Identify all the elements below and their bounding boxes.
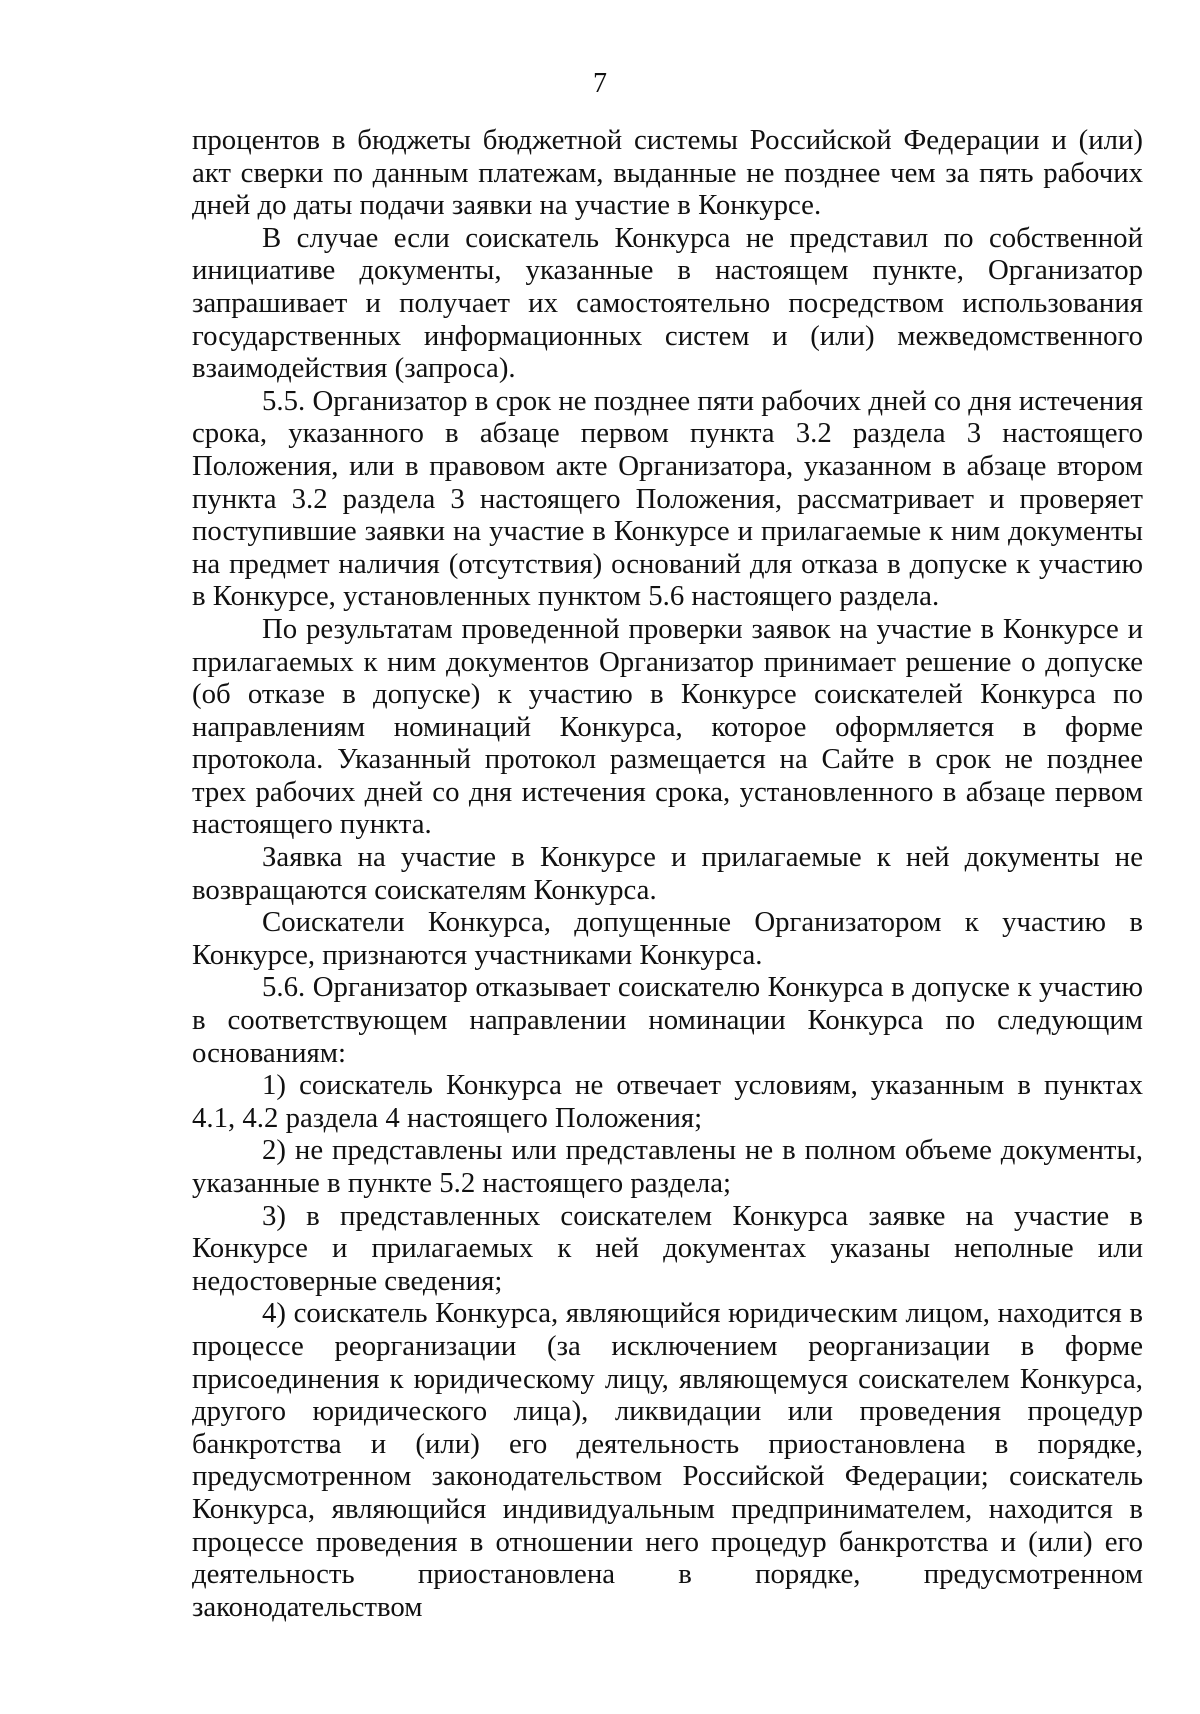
- document-body: [192, 124, 1143, 1623]
- list-item: 2) не представлены или представлены не в полном объеме документы, указанные в пункте 5.2 настоящего раздела;: [192, 1134, 1143, 1199]
- paragraph: процентов в бюджеты бюджетной системы Российской Федерации и (или) акт сверки по данным платежам, выданные не позднее чем за пять рабочих дней до даты подачи заявки на участие в Конкурсе.: [192, 124, 1143, 222]
- paragraph: Заявка на участие в Конкурсе и прилагаемые к ней документы не возвращаются соискателям Конкурса.: [192, 841, 1143, 906]
- page-number: 7: [593, 68, 607, 99]
- paragraph-section-5-5: 5.5. Организатор в срок не позднее пяти рабочих дней со дня истечения срока, указанного в абзаце первом пункта 3.2 раздела 3 настоящего Положения, или в правовом акте Организатора, указанном в абзаце втором пункта 3.2 раздела 3 настоящего Положения, рассматривает и проверяет поступившие заявки на участие в Конкурсе и прилагаемые к ним документы на предмет наличия (отсутствия) оснований для отказа в допуске к участию в Конкурсе, установленных пунктом 5.6 настоящего раздела.: [192, 384, 1143, 613]
- paragraph-section-5-6: 5.6. Организатор отказывает соискателю Конкурса в допуске к участию в соответствующем направлении номинации Конкурса по следующим основаниям:: [192, 971, 1143, 1069]
- paragraph: Соискатели Конкурса, допущенные Организатором к участию в Конкурсе, признаются участниками Конкурса.: [192, 906, 1143, 971]
- paragraph: По результатам проведенной проверки заявок на участие в Конкурсе и прилагаемых к ним документов Организатор принимает решение о допуске (об отказе в допуске) к участию в Конкурсе соискателей Конкурса по направлениям номинаций Конкурса, которое оформляется в форме протокола. Указанный протокол размещается на Сайте в срок не позднее трех рабочих дней со дня истечения срока, установленного в абзаце первом настоящего пункта.: [192, 612, 1143, 841]
- list-item: 1) соискатель Конкурса не отвечает условиям, указанным в пунктах 4.1, 4.2 раздела 4 настоящего Положения;: [192, 1069, 1143, 1134]
- paragraph: В случае если соискатель Конкурса не представил по собственной инициативе документы, указанные в настоящем пункте, Организатор запрашивает и получает их самостоятельно посредством использования государственных информационных систем и (или) межведомственного взаимодействия (запроса).: [192, 221, 1143, 385]
- list-item: 4) соискатель Конкурса, являющийся юридическим лицом, находится в процессе реорганизации (за исключением реорганизации в форме присоединения к юридическому лицу, являющемуся соискателем Конкурса, другого юридического лица), ликвидации или проведения процедур банкротства и (или) его деятельность приостановлена в порядке, предусмотренном законодательством Российской Федерации; соискатель Конкурса, являющийся индивидуальным предпринимателем, находится в процессе проведения в отношении него процедур банкротства и (или) его деятельность приостановлена в порядке, предусмотренном законодательством: [192, 1297, 1143, 1623]
- list-item: 3) в представленных соискателем Конкурса заявке на участие в Конкурсе и прилагаемых к ней документах указаны неполные или недостоверные сведения;: [192, 1199, 1143, 1297]
